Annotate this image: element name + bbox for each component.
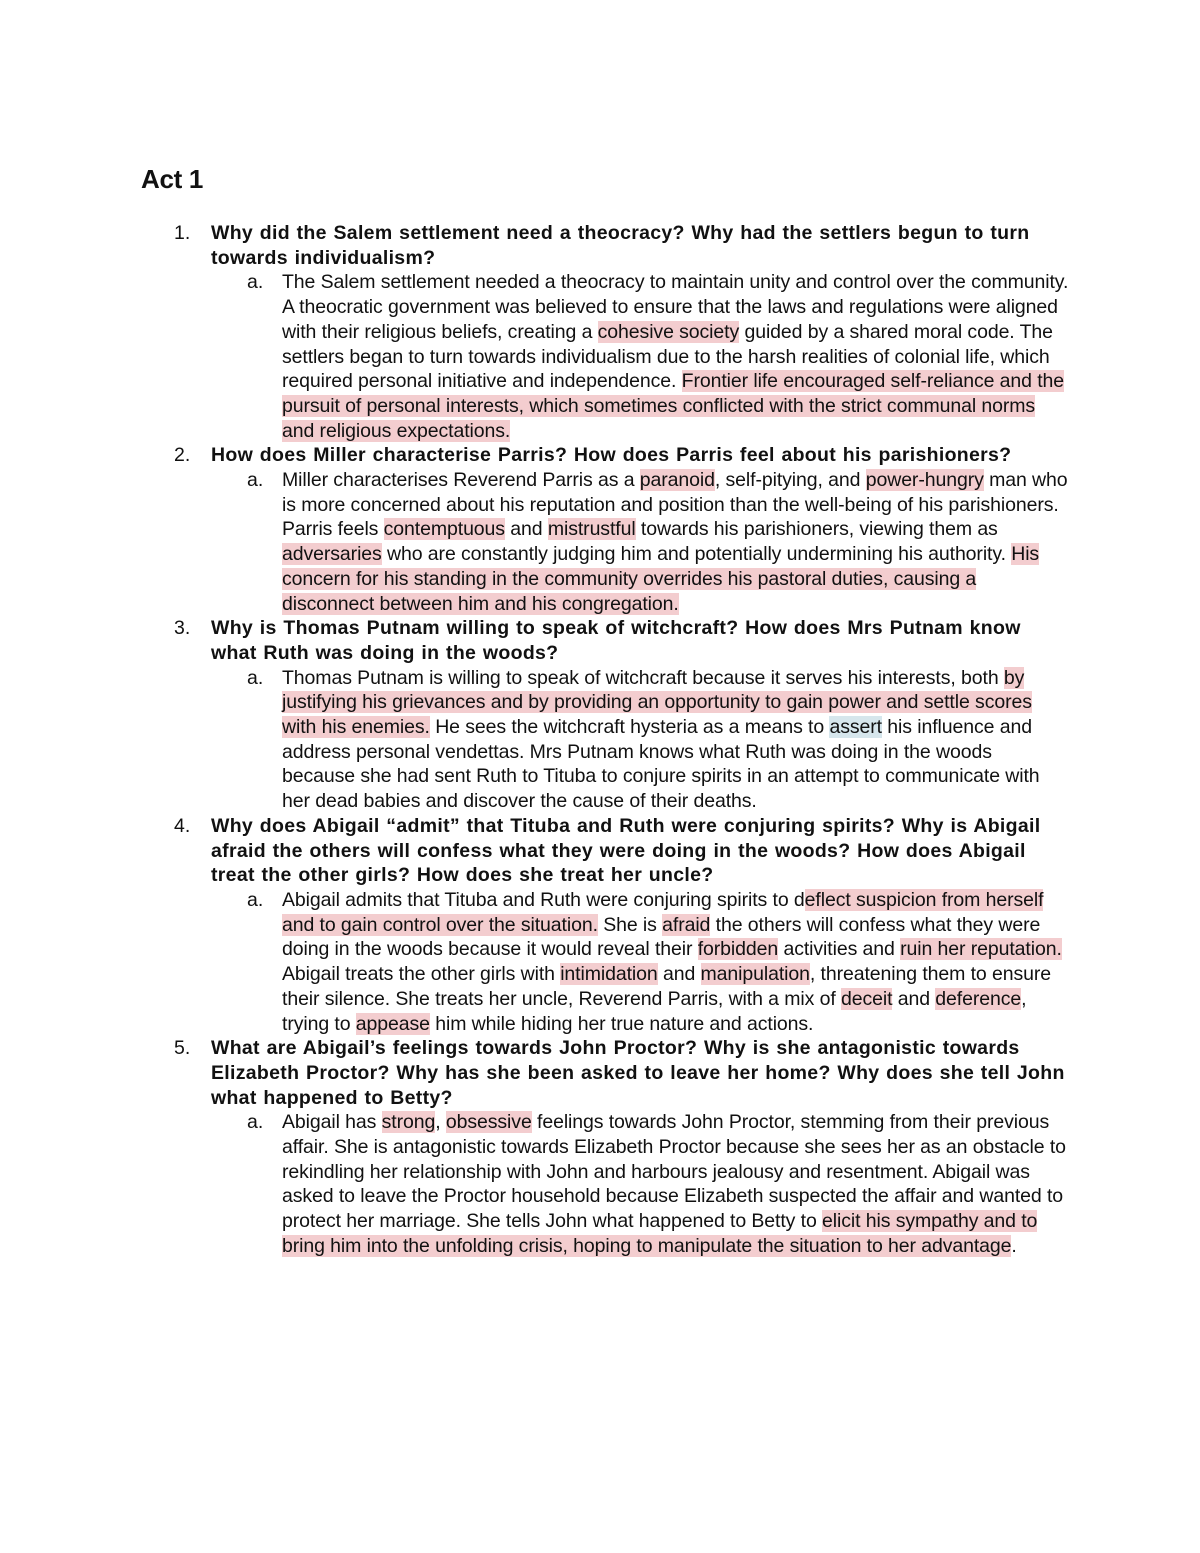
highlighted-text: afraid	[662, 913, 711, 936]
answer-item	[211, 666, 1070, 814]
answer-label: a.	[247, 469, 264, 492]
highlighted-text: obsessive	[445, 1111, 532, 1134]
answer-text-segment: , trying to	[282, 987, 1027, 1035]
highlighted-text: ruin her reputation.	[900, 938, 1062, 961]
answer-text-segment: and	[657, 963, 701, 986]
answer-label: a.	[247, 1111, 264, 1134]
highlighted-text-blue: assert	[829, 716, 882, 739]
highlighted-text: cohesive society	[597, 320, 740, 343]
answer-text-segment: .	[1011, 1234, 1017, 1257]
question-number: 5.	[174, 1037, 191, 1060]
highlighted-text: mistrustful	[547, 518, 636, 541]
answer-text	[282, 888, 1070, 1036]
answer-text	[282, 666, 1070, 814]
answer-text	[282, 1110, 1070, 1258]
highlighted-text: paranoid	[639, 469, 715, 492]
highlighted-text: appease	[355, 1012, 430, 1035]
question-number: 4.	[174, 814, 191, 837]
question-number: 2.	[174, 444, 191, 467]
answer-item	[211, 468, 1070, 616]
highlighted-text: eflect suspicion from herself and to gain control over the situation.	[282, 888, 1044, 936]
answer-item	[211, 1110, 1070, 1258]
question-item	[170, 1036, 1070, 1258]
answer-label: a.	[247, 666, 264, 689]
answer-item	[211, 888, 1070, 1036]
question-item	[170, 443, 1070, 616]
answer-text-segment: him while hiding her true nature and actions.	[429, 1012, 814, 1035]
answer-text-segment: Miller characterises Reverend Parris as a	[282, 469, 640, 492]
highlighted-text: elicit his sympathy and to bring him into the unfolding crisis, hoping to manipulate the situation to her advantage	[282, 1210, 1038, 1257]
answer-text-segment: He sees the witchcraft hysteria as a means to	[429, 716, 830, 739]
answer-text	[282, 468, 1070, 616]
question-text: Why does Abigail “admit” that Tituba and Ruth were conjuring spirits? Why is Abigail afraid the others will confess what they were doing in the woods? How does Abigail treat the other girls? How does she treat her uncle?	[211, 814, 1041, 887]
answer-text-segment: She is	[597, 913, 663, 936]
highlighted-text: strong	[381, 1111, 436, 1134]
question-text: Why did the Salem settlement need a theocracy? Why had the settlers begun to turn towards individualism?	[211, 222, 1030, 269]
answer-text-segment: , self-pitying, and	[714, 469, 866, 492]
answer-label: a.	[247, 888, 264, 911]
answer-text-segment: activities and	[778, 938, 901, 961]
answer-text-segment: Abigail treats the other girls with	[282, 963, 561, 986]
answer-text-segment: and	[892, 987, 936, 1010]
question-text: How does Miller characterise Parris? How does Parris feel about his parishioners?	[211, 444, 1012, 467]
answer-text-segment: The Salem settlement needed a theocracy to maintain unity and control over the community. A theocratic government was believed to ensure that the laws and regulations were aligned with their religious beliefs, creating a	[282, 271, 1069, 343]
answer-text	[282, 270, 1070, 443]
answer-text-segment: towards his parishioners, viewing them as	[635, 518, 998, 541]
question-item	[170, 221, 1070, 443]
answer-text-segment: his influence and address personal vendettas. Mrs Putnam knows what Ruth was doing in the woods because she had sent Ruth to Tituba to conjure spirits in an attempt to communicate with her dead babies and discover the cause of their deaths.	[282, 716, 1040, 813]
answer-text-segment: Abigail admits that Tituba and Ruth were conjuring spirits to d	[282, 888, 805, 911]
answer-text-segment: feelings towards John Proctor, stemming from their previous affair. She is antagonistic towards Elizabeth Proctor because she sees her as an obstacle to rekindling her relationship with John and harbours jealousy and resentment. Abigail was asked to leave the Proctor household because Elizabeth suspected the affair and wanted to protect her marriage. She tells John what happened to Betty to	[282, 1111, 1066, 1233]
answer-text-segment: the others will confess what they were doing in the woods because it would reveal their	[282, 913, 1041, 961]
answer-text-segment: , threatening them to ensure their silence. She treats her uncle, Reverend Parris, with a mix of	[282, 963, 1051, 1010]
answer-text-segment: ,	[435, 1111, 446, 1134]
question-text: Why is Thomas Putnam willing to speak of witchcraft? How does Mrs Putnam know what Ruth was doing in the woods?	[211, 617, 1021, 664]
question-text: What are Abigail’s feelings towards John Proctor? Why is she antagonistic towards Elizabeth Proctor? Why has she been asked to leave her home? Why does she tell John what happened to Betty?	[211, 1037, 1065, 1109]
question-item	[170, 814, 1070, 1036]
highlighted-text: deference	[935, 987, 1022, 1010]
highlighted-text: by justifying his grievances and by providing an opportunity to gain power and settle scores with his enemies.	[282, 666, 1032, 739]
question-number: 3.	[174, 617, 191, 640]
highlighted-text: manipulation	[700, 963, 810, 986]
highlighted-text: power-hungry	[865, 469, 984, 492]
answer-label: a.	[247, 271, 264, 294]
answer-item	[211, 270, 1070, 443]
highlighted-text: contemptuous	[383, 518, 505, 541]
question-list	[170, 221, 1070, 1259]
answer-text-segment: Abigail has	[282, 1111, 382, 1134]
answer-text-segment: Thomas Putnam is willing to speak of witchcraft because it serves his interests, both	[282, 666, 1004, 689]
page-title: Act 1	[141, 164, 204, 194]
question-number: 1.	[174, 222, 191, 244]
question-item	[170, 616, 1070, 814]
highlighted-text: forbidden	[697, 938, 779, 961]
answer-text-segment: guided by a shared moral code. The settlers began to turn towards individualism due to the harsh realities of colonial life, which required personal initiative and independence.	[282, 320, 1053, 393]
highlighted-text: His concern for his standing in the community overrides his pastoral duties, causing a disconnect between him and his congregation.	[282, 543, 1040, 615]
highlighted-text: deceit	[840, 987, 893, 1010]
highlighted-text: Frontier life encouraged self-reliance and the pursuit of personal interests, which sometimes conflicted with the strict communal norms and religious expectations.	[282, 370, 1065, 442]
answer-text-segment: man who is more concerned about his reputation and position than the well-being of his parishioners. Parris feels	[282, 469, 1068, 541]
highlighted-text: adversaries	[282, 543, 382, 566]
highlighted-text: intimidation	[560, 963, 658, 986]
answer-text-segment: and	[504, 518, 548, 541]
answer-text-segment: who are constantly judging him and potentially undermining his authority.	[381, 543, 1012, 566]
